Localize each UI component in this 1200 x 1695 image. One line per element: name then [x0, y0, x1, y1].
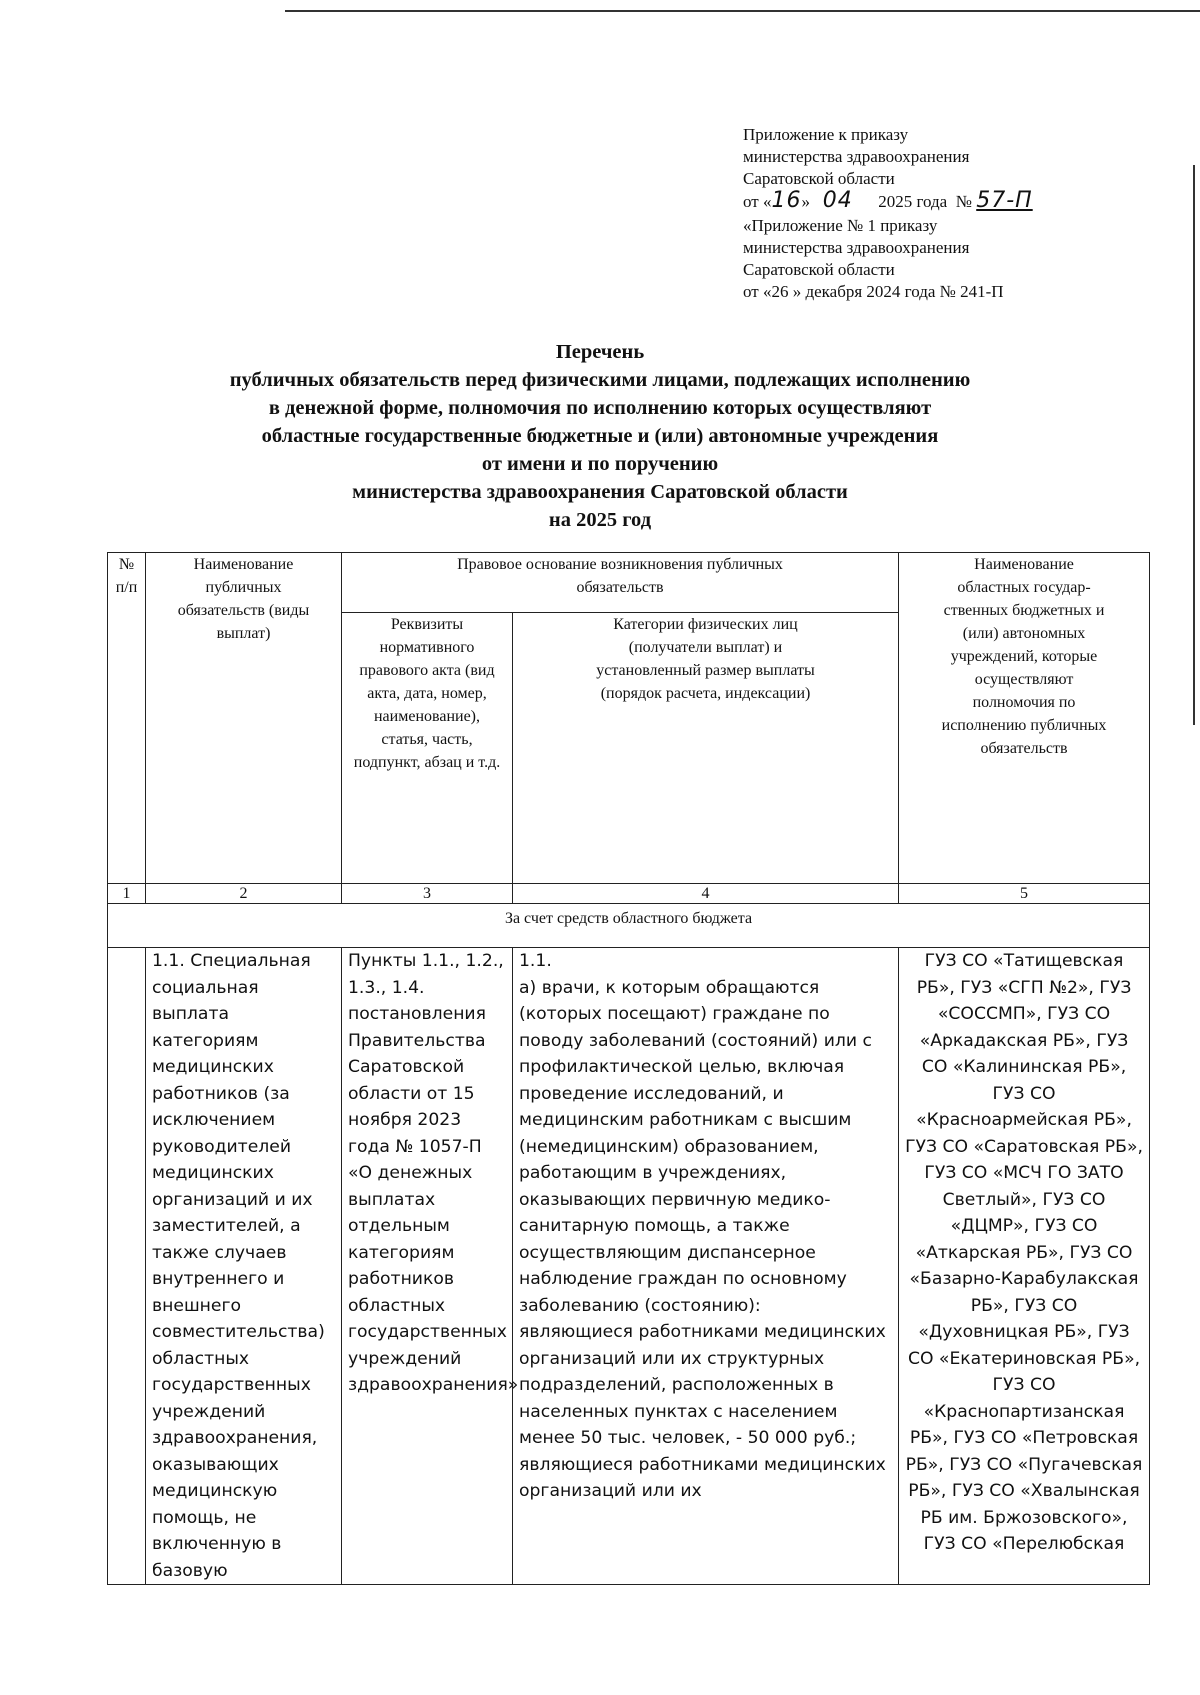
row-categories-head: 1.1.	[519, 951, 552, 971]
date-month: 04	[822, 188, 853, 213]
title-line: Перечень	[555, 341, 645, 363]
header-group: Правовое основание возникновения публичных обязательств	[342, 553, 899, 613]
header-col4: Категории физических лиц (получатели выплат) и установленный размер выплаты (порядок расчета, индексации)	[513, 613, 899, 884]
date-day: 16	[771, 188, 802, 213]
document-title	[150, 338, 1050, 534]
column-number: 4	[513, 884, 899, 904]
column-numbers-row	[108, 884, 1150, 904]
header-col3: Реквизиты нормативного правового акта (вид акта, дата, номер, наименование), статья, часть, подпункт, абзац и т.д.	[342, 613, 513, 884]
date-no-label: №	[955, 192, 972, 211]
row-legal-act: Пункты 1.1., 1.2., 1.3., 1.4. постановления Правительства Саратовской области от 15 ноября 2023 года № 1057-П «О денежных выплатах отдельным категориям работников областных государственных учреждений здравоохранения»	[342, 948, 513, 1585]
appendix-line: от «26 » декабря 2024 года № 241-П	[743, 282, 1004, 301]
row-number	[108, 948, 146, 1585]
appendix-line: Саратовской области	[743, 169, 895, 188]
table-row	[108, 948, 1150, 1585]
appendix-date-line	[743, 190, 1033, 213]
date-no: 57-П	[976, 188, 1033, 213]
appendix-line: Приложение к приказу	[743, 125, 909, 144]
column-number: 3	[342, 884, 513, 904]
column-number: 2	[146, 884, 342, 904]
title-line: в денежной форме, полномочия по исполнению которых осуществляют	[268, 397, 932, 419]
title-line: на 2025 год	[548, 509, 652, 531]
date-year: 2025 года	[878, 192, 948, 211]
title-line: от имени и по поручению	[481, 453, 719, 475]
appendix-line: министерства здравоохранения	[743, 147, 970, 166]
appendix-line: Саратовской области	[743, 260, 895, 279]
header-col5: Наименование областных государ-ственных бюджетных и (или) автономных учреждений, которые осуществляют полномочия по исполнению публичных обязательств	[899, 553, 1150, 884]
section-title: За счет средств областного бюджета	[108, 904, 1150, 948]
column-number: 1	[108, 884, 146, 904]
scan-edge-right	[1193, 165, 1195, 725]
date-prefix: от «	[743, 192, 772, 211]
column-number: 5	[899, 884, 1150, 904]
obligations-table	[107, 552, 1150, 1585]
header-col2: Наименование публичных обязательств (виды выплат)	[146, 553, 342, 884]
appendix-line: «Приложение № 1 приказу	[743, 216, 938, 235]
row-categories-body: а) врачи, к которым обращаются (которых посещают) граждане по поводу заболеваний (состояний) или с профилактической целью, включая проведение исследований, и медицинским работникам с высшим (немедицинским) образованием, работающим в учреждениях, оказывающих первичную медико-санитарную помощь, а также осуществляющим диспансерное наблюдение граждан по основному заболеванию (состоянию):	[519, 977, 872, 1316]
header-col1: № п/п	[108, 553, 146, 884]
row-categories-tail: являющиеся работниками медицинских организаций или их структурных подразделений, расположенных в населенных пунктах с населением менее 50 тыс. человек, - 50 000 руб.; являющиеся работниками медицинских организаций или их	[519, 1322, 886, 1501]
appendix-block	[743, 124, 1033, 303]
section-row	[108, 904, 1150, 948]
row-obligation: 1.1. Специальная социальная выплата категориям медицинских работников (за исключением руководителей медицинских организаций и их заместителей, а также случаев внутреннего и внешнего совместительства) областных государственных учреждений здравоохранения, оказывающих медицинскую помощь, не включенную в базовую	[146, 948, 342, 1585]
date-sep: »	[801, 192, 810, 211]
title-line: областные государственные бюджетные и (или) автономные учреждения	[261, 425, 939, 447]
row-institutions: ГУЗ СО «Татищевская РБ», ГУЗ «СГП №2», ГУЗ «СОССМП», ГУЗ СО «Аркадакская РБ», ГУЗ СО «Калининская РБ», ГУЗ СО «Красноармейская РБ», ГУЗ СО «Саратовская РБ», ГУЗ СО «МСЧ ГО ЗАТО Светлый», ГУЗ СО «ДЦМР», ГУЗ СО «Аткарская РБ», ГУЗ СО «Базарно-Карабулакская РБ», ГУЗ СО «Духовницкая РБ», ГУЗ СО «Екатериновская РБ», ГУЗ СО «Краснопартизанская РБ», ГУЗ СО «Петровская РБ», ГУЗ СО «Пугачевская РБ», ГУЗ СО «Хвалынская РБ им. Бржозовского», ГУЗ СО «Перелюбская	[899, 948, 1150, 1585]
header-row	[108, 553, 1150, 613]
title-line: публичных обязательств перед физическими лицами, подлежащих исполнению	[229, 369, 971, 391]
title-line: министерства здравоохранения Саратовской области	[352, 481, 848, 503]
row-categories	[513, 948, 899, 1585]
appendix-line: министерства здравоохранения	[743, 238, 970, 257]
scan-edge-top	[285, 10, 1200, 12]
